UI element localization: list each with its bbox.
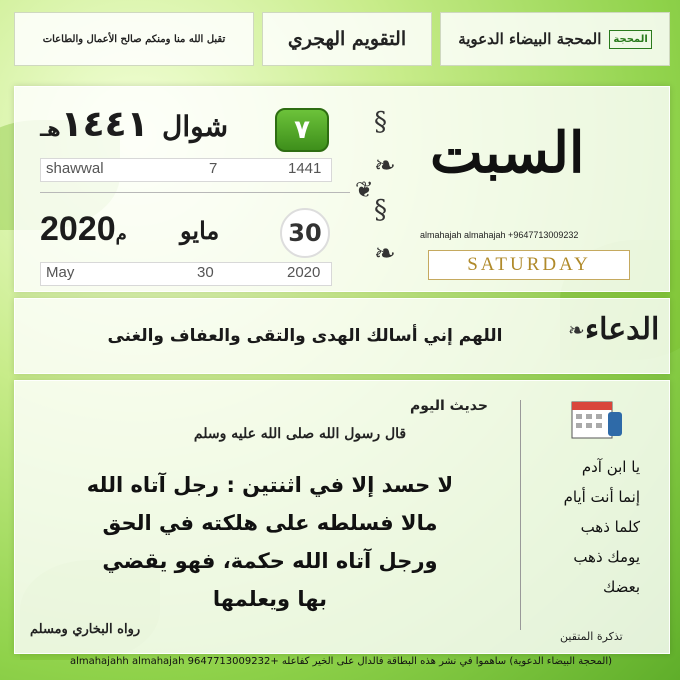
gregorian-row-day: 30 xyxy=(197,264,214,281)
gregorian-month: مايو xyxy=(180,216,220,245)
gregorian-row-year: 2020 xyxy=(287,264,321,281)
header-logo-box xyxy=(440,12,670,66)
reminder-line-4: يومك ذهب xyxy=(573,548,640,566)
weekday-arabic: السبت xyxy=(430,120,585,186)
hadith-line-3: ورجل آتاه الله حكمة، فهو يقضي xyxy=(102,549,438,573)
header-greeting: تقبل الله منا ومنكم صالح الأعمال والطاعات xyxy=(42,33,226,45)
reminder-line-2: إنما أنت أيام xyxy=(563,488,640,506)
hijri-day-badge xyxy=(275,108,329,152)
hadith-intro: قال رسول الله صلى الله عليه وسلم xyxy=(193,426,407,442)
calendar-illustration-icon xyxy=(566,392,624,444)
dua-ornament-icon: ❧ xyxy=(568,318,585,342)
footer-text: (المحجة البيضاء الدعوية) ساهموا في نشر هذه البطاقة فالدال على الخير كفاعله +9647713009232 almahajahh almahajah xyxy=(69,656,613,667)
reminder-line-3: كلما ذهب xyxy=(580,518,640,536)
header-logo: المحجة xyxy=(609,30,651,49)
hijri-suffix: هـ xyxy=(40,117,61,141)
divider-ornament-icon: ❦ xyxy=(355,178,374,203)
hadith-tab-label: حديث اليوم xyxy=(410,398,488,414)
reminder-caption: تذكرة المتقين xyxy=(560,630,623,643)
hadith-narrators: رواه البخاري ومسلم xyxy=(30,622,141,637)
gregorian-year xyxy=(40,210,127,249)
reminder-line-5: بعضك xyxy=(602,578,640,596)
hijri-row-year: 1441 xyxy=(288,160,322,177)
header-calendar-title: التقويم الهجري xyxy=(287,28,407,50)
gregorian-suffix: م xyxy=(115,224,127,244)
hijri-year xyxy=(40,104,149,145)
hadith-line-1: لا حسد إلا في اثنتين : رجل آتاه الله xyxy=(86,473,454,497)
header-org-title: المحجة البيضاء الدعوية xyxy=(458,30,602,48)
header-calendar-box xyxy=(262,12,432,66)
date-divider xyxy=(40,192,350,193)
hijri-year-value: ١٤٤١ xyxy=(60,104,149,145)
weekday-english: SATURDAY xyxy=(428,250,630,280)
dua-text: اللهم إني أسالك الهدى والتقى والعفاف والغنى xyxy=(107,326,503,346)
gregorian-row-month: May xyxy=(46,264,75,281)
reminder-line-1: يا ابن آدم xyxy=(581,458,640,476)
vertical-ornament-icon: § ❧ § ❧ xyxy=(374,107,396,269)
hadith-line-4: بها ويعلمها xyxy=(212,587,328,611)
hijri-row-day: 7 xyxy=(209,160,218,177)
header-greeting-box xyxy=(14,12,254,66)
hijri-month: شوال xyxy=(162,110,229,143)
gregorian-day-circle xyxy=(280,208,330,258)
dua-title: الدعاء xyxy=(585,312,660,347)
hadith-line-2: مالا فسلطه على هلكته في الحق xyxy=(102,511,438,535)
hijri-day: ٧ xyxy=(294,115,310,145)
gregorian-day: 30 xyxy=(288,219,322,247)
gregorian-year-value: 2020 xyxy=(40,210,116,248)
social-handles-top: almahajah almahajah +9647713009232 xyxy=(420,230,579,240)
side-vertical-divider xyxy=(520,400,521,630)
hijri-row-month: shawwal xyxy=(46,160,104,177)
